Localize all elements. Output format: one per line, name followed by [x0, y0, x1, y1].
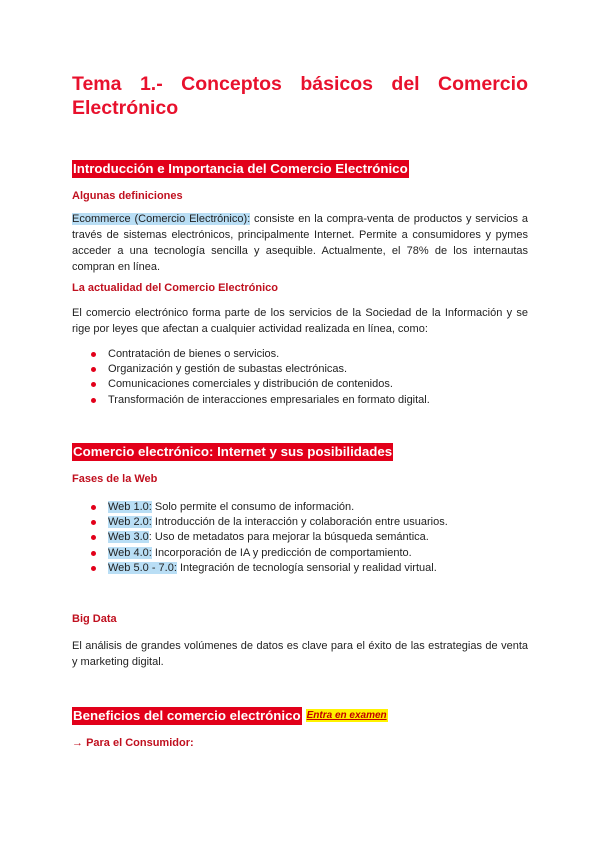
beneficios-heading-row [72, 707, 388, 725]
ecommerce-text: consiste en la compra-venta de productos y servicios a través de sistemas electrónicos, principalmente Internet. Permite a consumidores y pymes acceder a una tecnología sencilla y asequible. Actualmente, el 78% de los internautas compran en línea. [72, 213, 528, 273]
exam-badge: Entra en examen [306, 710, 387, 722]
subheading-consumidor: → Para el Consumidor: [72, 737, 194, 749]
list-item: Web 1.0: Solo permite el consumo de información. [88, 500, 528, 515]
list-item: Comunicaciones comerciales y distribución de contenidos. [88, 377, 528, 392]
list-item: Web 3.0: Uso de metadatos para mejorar la búsqueda semántica. [88, 530, 528, 545]
intro-bullet-list [88, 347, 528, 408]
actualidad-text: El comercio electrónico forma parte de los servicios de la Sociedad de la Información y se rige por leyes que afectan a cualquier actividad realizada en línea, como: [72, 307, 528, 335]
bigdata-text: El análisis de grandes volúmenes de datos es clave para el éxito de las estrategias de venta y marketing digital. [72, 640, 528, 668]
list-item: Contratación de bienes o servicios. [88, 347, 528, 362]
bullet-dot-icon [91, 352, 96, 357]
section-heading-internet: Comercio electrónico: Internet y sus posibilidades [73, 444, 393, 459]
subheading-definiciones: Algunas definiciones [72, 190, 183, 202]
bullet-dot-icon [91, 520, 96, 525]
subheading-actualidad: La actualidad del Comercio Electrónico [72, 282, 278, 294]
section-heading-beneficios: Beneficios del comercio electrónico [73, 708, 301, 723]
section-heading-intro: Introducción e Importancia del Comercio Electrónico [73, 161, 408, 176]
ecommerce-definition [72, 211, 528, 275]
ecommerce-term: Ecommerce (Comercio Electrónico): [72, 213, 251, 225]
bullet-dot-icon [91, 505, 96, 510]
list-item: Web 5.0 - 7.0: Integración de tecnología sensorial y realidad virtual. [88, 561, 528, 576]
bullet-dot-icon [91, 535, 96, 540]
bullet-dot-icon [91, 367, 96, 372]
subheading-fases: Fases de la Web [72, 473, 158, 485]
page-title: Tema 1.- Conceptos básicos del Comercio Electrónico [72, 73, 528, 119]
arrow-right-icon: → [72, 737, 83, 749]
list-item: Web 4.0: Incorporación de IA y predicción de comportamiento. [88, 546, 528, 561]
subheading-bigdata: Big Data [72, 613, 117, 625]
list-item: Transformación de interacciones empresariales en formato digital. [88, 393, 528, 408]
bullet-dot-icon [91, 551, 96, 556]
web-phases-list [88, 500, 528, 576]
bullet-dot-icon [91, 398, 96, 403]
bullet-dot-icon [91, 566, 96, 571]
list-item: Web 2.0: Introducción de la interacción y colaboración entre usuarios. [88, 515, 528, 530]
bullet-dot-icon [91, 382, 96, 387]
list-item: Organización y gestión de subastas electrónicas. [88, 362, 528, 377]
